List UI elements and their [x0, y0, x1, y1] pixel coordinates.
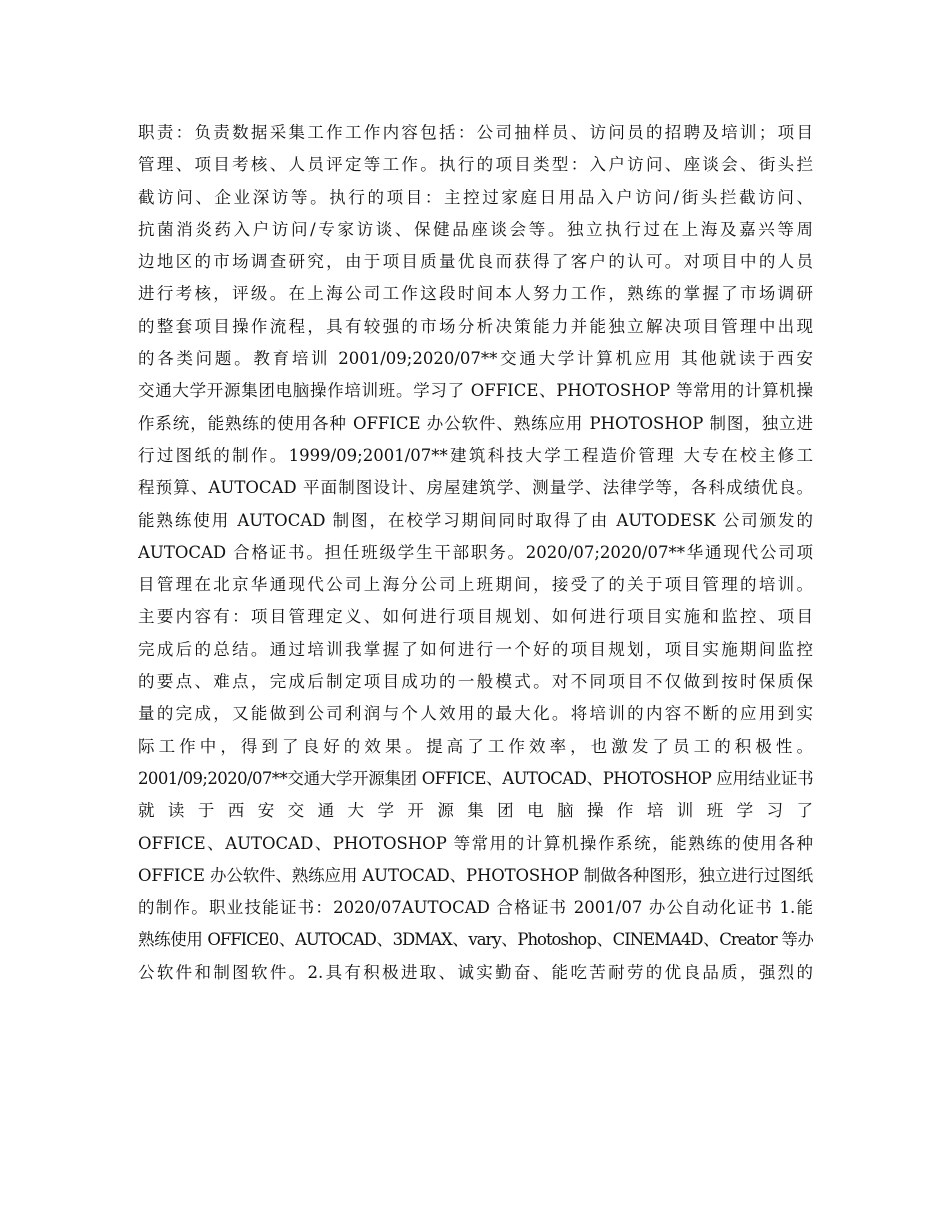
text-line: 行过图纸的制作。1999/09;2001/07**建筑科技大学工程造价管理 大专在校主修工	[138, 445, 813, 465]
text-line: 管理、项目考核、人员评定等工作。执行的项目类型：入户访问、座谈会、街头拦	[138, 155, 813, 175]
text-line: 职责：负责数据采集工作工作内容包括：公司抽样员、访问员的招聘及培训；项目	[138, 123, 813, 142]
text-line: 就读于西安交通大学开源集团电脑操作培训班学习了	[138, 801, 813, 821]
text-line: 的制作。职业技能证书：2020/07AUTOCAD 合格证书 2001/07 办公自动化证书 1.能	[138, 898, 813, 918]
body-text	[138, 117, 813, 989]
text-line: 量的完成，又能做到公司利润与个人效用的最大化。将培训的内容不断的应用到实	[138, 704, 813, 724]
text-line: 能熟练使用 AUTOCAD 制图，在校学习期间同时取得了由 AUTODESK 公司颁发的	[138, 510, 813, 530]
text-line: 2001/09;2020/07**交通大学开源集团 OFFICE、AUTOCAD、PHOTOSHOP 应用结业证书	[138, 768, 813, 788]
text-line: 边地区的市场调查研究，由于项目质量优良而获得了客户的认可。对项目中的人员	[138, 252, 813, 272]
text-line: 截访问、企业深访等。执行的项目：主控过家庭日用品入户访问/街头拦截访问、	[138, 187, 813, 207]
text-line: 际工作中，得到了良好的效果。提高了工作效率，也激发了员工的积极性。	[138, 736, 813, 756]
text-line: 公软件和制图软件。2.具有积极进取、诚实勤奋、能吃苦耐劳的优良品质，强烈的	[138, 962, 813, 982]
text-line: 抗菌消炎药入户访问/专家访谈、保健品座谈会等。独立执行过在上海及嘉兴等周	[138, 219, 813, 239]
text-line: 的要点、难点，完成后制定项目成功的一般模式。对不同项目不仅做到按时保质保	[138, 672, 813, 692]
text-line: 进行考核，评级。在上海公司工作这段时间本人努力工作，熟练的掌握了市场调研	[138, 284, 813, 304]
text-line: OFFICE、AUTOCAD、PHOTOSHOP 等常用的计算机操作系统，能熟练的使用各种	[138, 833, 813, 853]
text-line: AUTOCAD 合格证书。担任班级学生干部职务。2020/07;2020/07**华通现代公司项	[138, 542, 813, 562]
text-line: 完成后的总结。通过培训我掌握了如何进行一个好的项目规划，项目实施期间监控	[138, 639, 813, 659]
text-line: 交通大学开源集团电脑操作培训班。学习了 OFFICE、PHOTOSHOP 等常用的计算机操	[138, 381, 813, 401]
text-line: OFFICE 办公软件、熟练应用 AUTOCAD、PHOTOSHOP 制做各种图形，独立进行过图纸	[138, 865, 813, 885]
text-line: 目管理在北京华通现代公司上海分公司上班期间，接受了的关于项目管理的培训。	[138, 575, 813, 595]
text-line: 熟练使用 OFFICE0、AUTOCAD、3DMAX、vary、Photoshop、CINEMA4D、Creator 等办	[138, 930, 813, 950]
text-line: 程预算、AUTOCAD 平面制图设计、房屋建筑学、测量学、法律学等，各科成绩优良。	[138, 478, 813, 498]
text-line: 作系统，能熟练的使用各种 OFFICE 办公软件、熟练应用 PHOTOSHOP 制图，独立进	[138, 413, 813, 433]
text-line: 的各类问题。教育培训 2001/09;2020/07**交通大学计算机应用 其他就读于西安	[138, 349, 813, 369]
text-line: 主要内容有：项目管理定义、如何进行项目规划、如何进行项目实施和监控、项目	[138, 607, 813, 627]
text-line: 的整套项目操作流程，具有较强的市场分析决策能力并能独立解决项目管理中出现	[138, 316, 813, 336]
